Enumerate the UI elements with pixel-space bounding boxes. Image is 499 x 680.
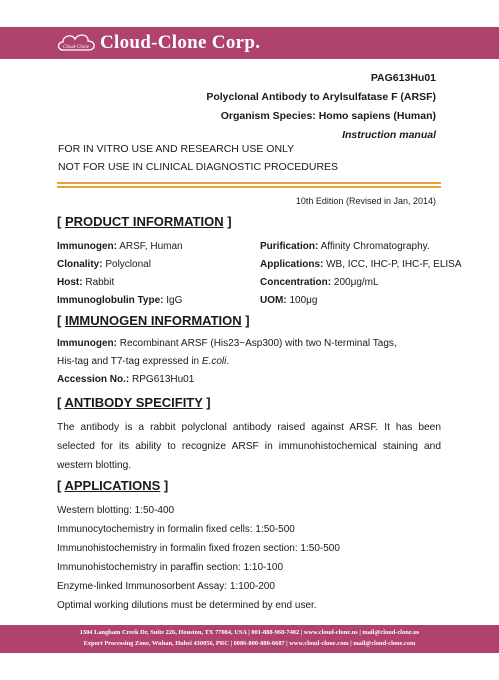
immunogen-row: Immunogen: ARSF, Human [57,241,183,252]
accession-row: Accession No.: RPG613Hu01 [57,374,195,385]
divider-bottom [57,186,441,188]
application-item: Western blotting: 1:50-400 [57,505,175,516]
application-item: Immunocytochemistry in formalin fixed cells: 1:50-500 [57,524,295,535]
manual-label: Instruction manual [342,129,436,141]
immunogen-detail-line1: Immunogen: Recombinant ARSF (His23~Asp300) with two N-terminal Tags, [57,338,397,349]
divider-top [57,182,441,184]
application-item: Immunohistochemistry in formalin fixed frozen section: 1:50-500 [57,543,340,554]
application-item: Enzyme-linked Immunosorbent Assay: 1:100-200 [57,581,275,592]
concentration-row: Concentration: 200μg/mL [260,277,379,288]
section-product-info: [ PRODUCT INFORMATION ] [57,214,232,229]
applications-row: Applications: WB, ICC, IHC-P, IHC-F, ELISA [260,259,462,270]
ig-type-row: Immunoglobulin Type: IgG [57,295,183,306]
application-item: Immunohistochemistry in paraffin section: 1:10-100 [57,562,284,573]
section-specificity: [ ANTIBODY SPECIFITY ] [57,395,211,410]
product-title: Polyclonal Antibody to Arylsulfatase F (ARSF) [206,91,436,103]
brand-name: Cloud-Clone Corp. [100,32,261,53]
section-immunogen-info: [ IMMUNOGEN INFORMATION ] [57,313,250,328]
notice-research: FOR IN VITRO USE AND RESEARCH USE ONLY [58,143,295,155]
svg-text:Cloud-Clone: Cloud-Clone [63,45,89,50]
notice-clinical: NOT FOR USE IN CLINICAL DIAGNOSTIC PROCEDURES [58,161,339,173]
clonality-row: Clonality: Polyclonal [57,259,151,270]
footer-address-us: 1304 Langham Creek Dr, Suite 226, Houston, TX 77084, USA | 001-888-960-7402 | www.cloud-clone.us | mail@cloud-clone.us [79,629,420,636]
cloud-logo-icon [55,30,99,56]
uom-row: UOM: 100μg [260,295,318,306]
purification-row: Purification: Affinity Chromatography. [260,241,430,252]
footer-address-cn: Export Processing Zone, Wuhan, Hubei 430056, PRC | 0086-800-880-0687 | www.cloud-clone.com | mail@cloud-clone.com [83,640,416,647]
edition-text: 10th Edition (Revised in Jan, 2014) [295,196,436,206]
section-applications: [ APPLICATIONS ] [57,478,169,493]
immunogen-detail-line2: His-tag and T7-tag expressed in E.coli. [57,356,230,367]
organism-species: Organism Species: Homo sapiens (Human) [220,110,436,122]
application-item: Optimal working dilutions must be determined by end user. [57,600,317,611]
catalog-number: PAG613Hu01 [370,72,436,84]
host-row: Host: Rabbit [57,277,115,288]
specificity-text: The antibody is a rabbit polyclonal antibody raised against ARSF. It has been selected for its ability to recognize ARSF in immunohistochemical staining and western blotting. [57,422,441,471]
